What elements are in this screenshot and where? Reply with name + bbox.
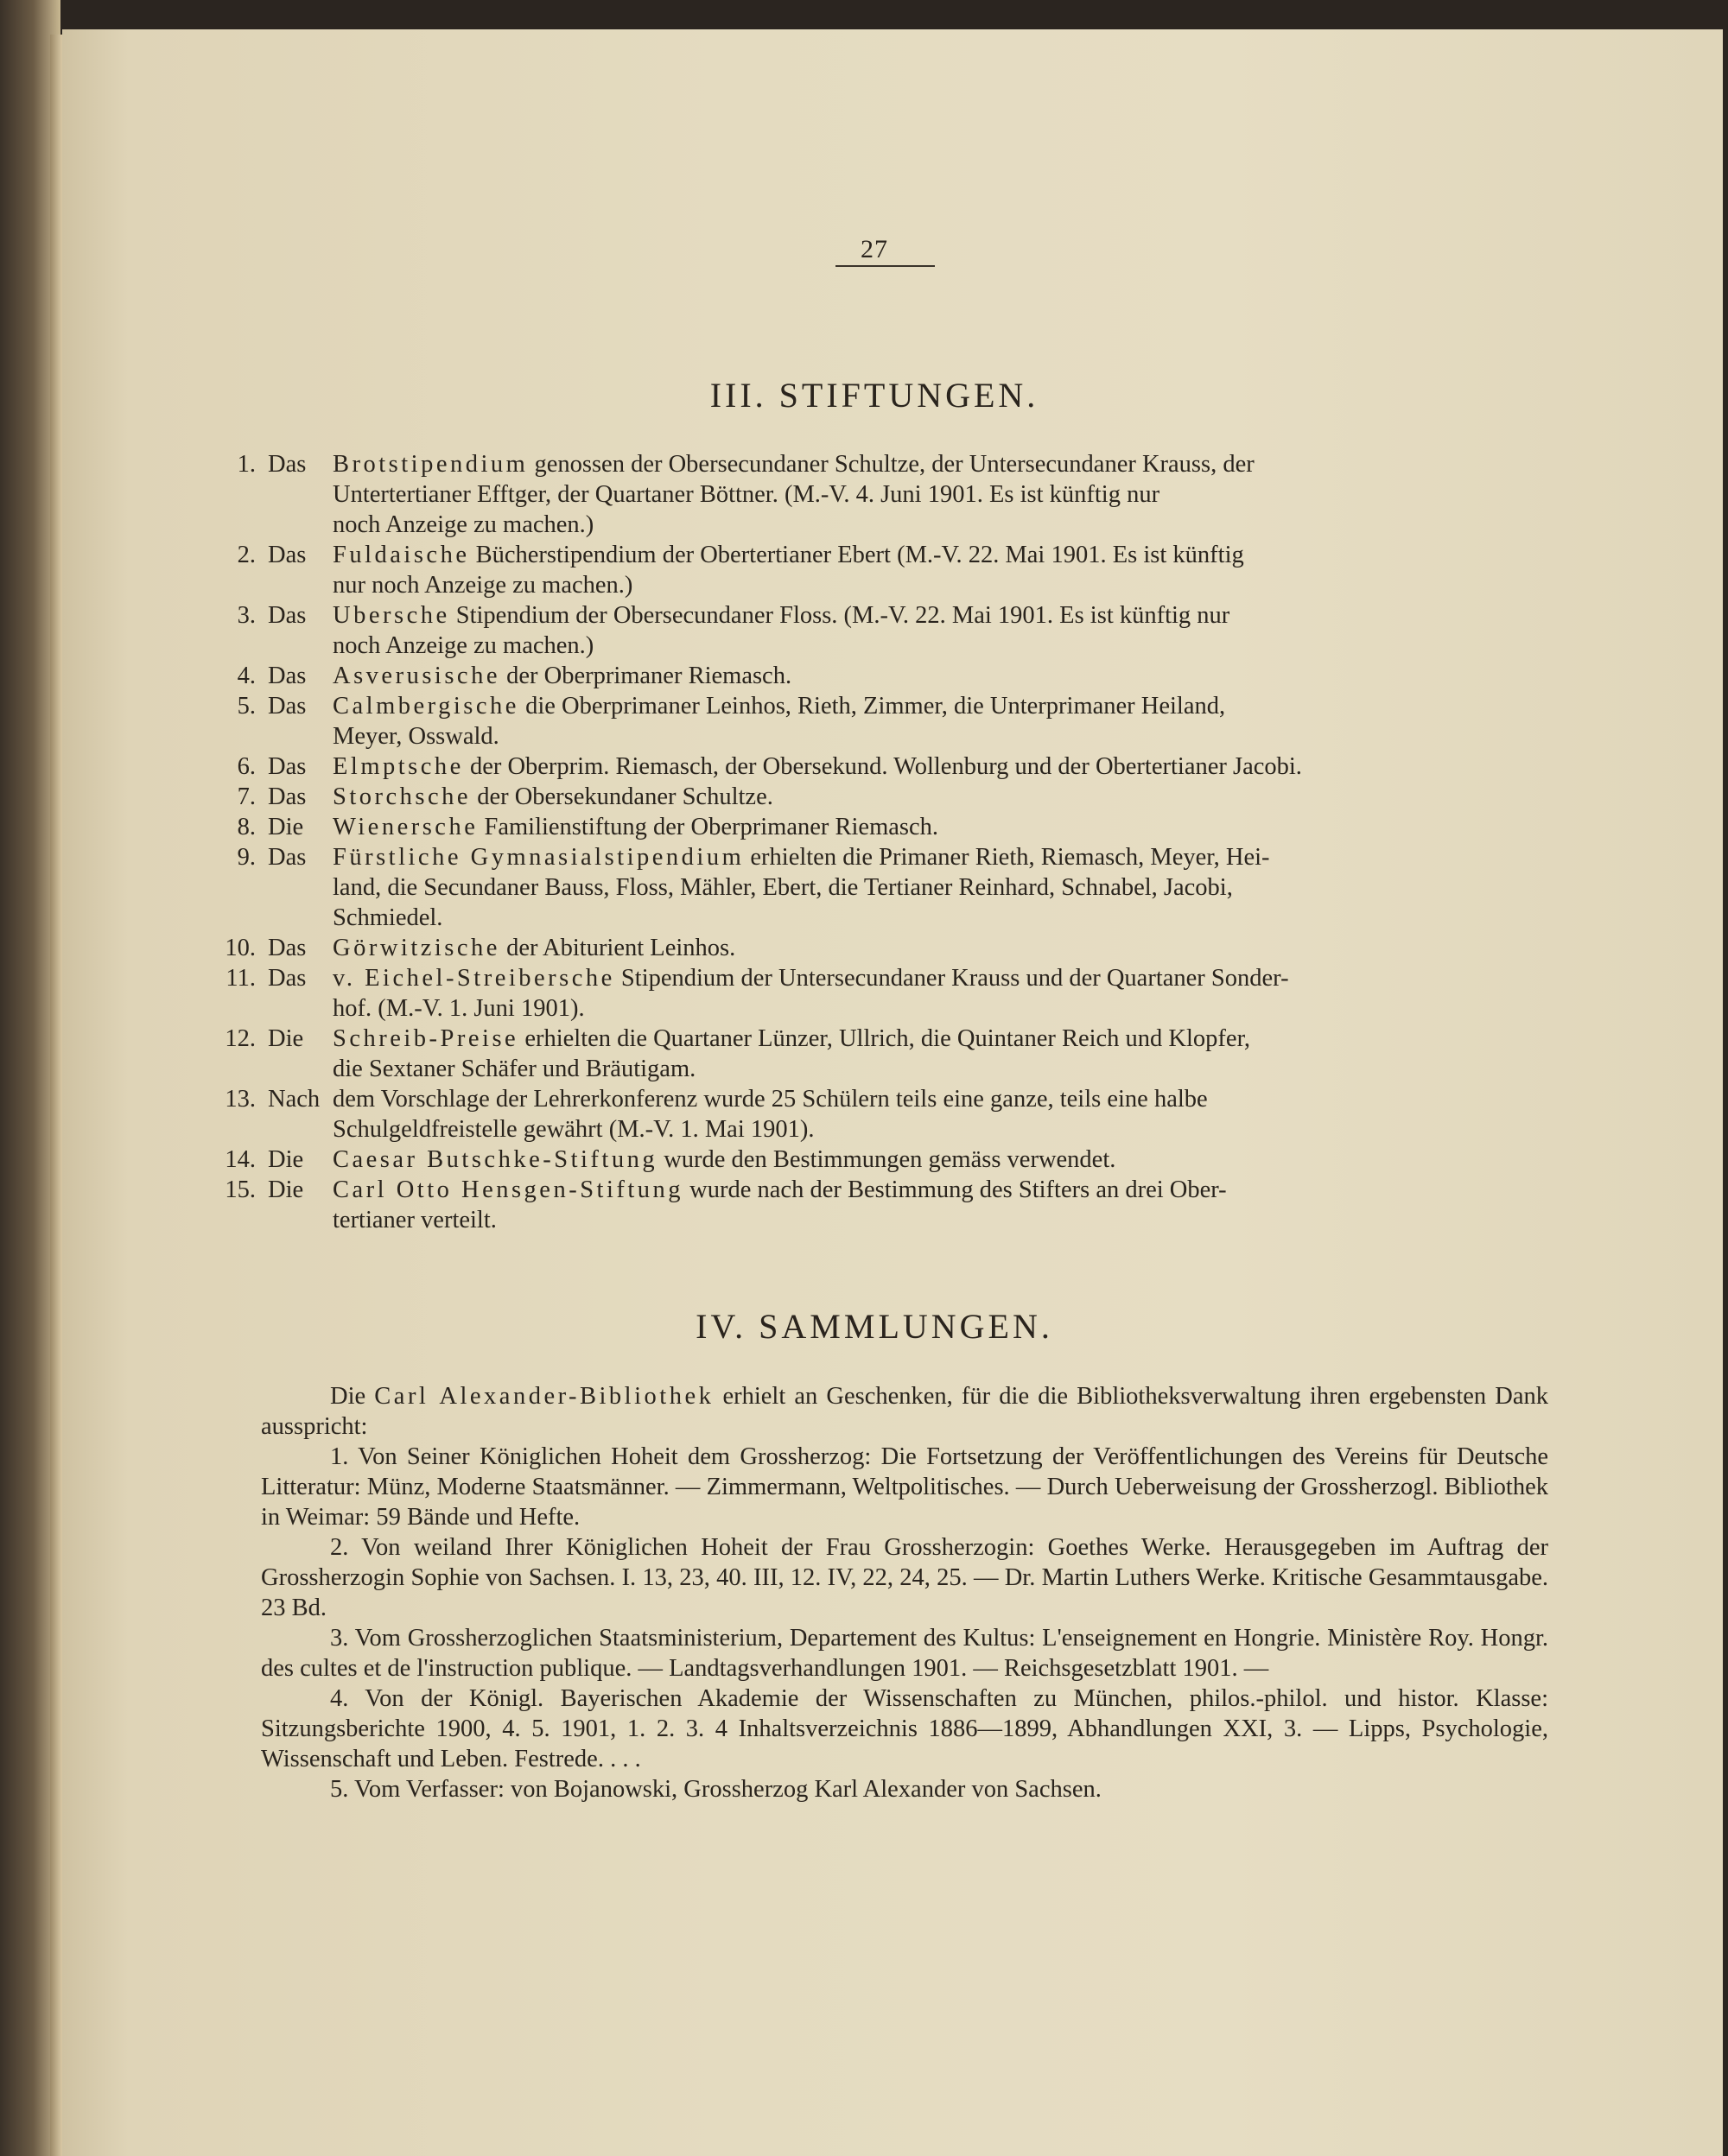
list-item	[192, 540, 1548, 600]
item-number: 10.	[225, 935, 256, 961]
foundation-name: v. Eichel-Streibersche	[333, 965, 615, 992]
item-first-text: der Oberprimaner Riemasch.	[506, 663, 792, 689]
item-text	[268, 691, 1548, 751]
list-item	[192, 1145, 1548, 1175]
item-first-line	[268, 449, 1548, 479]
item-first-line	[268, 1024, 1548, 1054]
list-item	[192, 1024, 1548, 1084]
item-first-text: dem Vorschlage der Lehrerkonferenz wurde 25 Schülern teils eine ganze, teils eine halbe	[333, 1086, 1208, 1113]
item-first-text: Bücherstipendium der Obertertianer Ebert (M.-V. 22. Mai 1901. Es ist künftig	[475, 542, 1244, 568]
item-continuation-line: land, die Secundaner Bauss, Floss, Mähler, Ebert, die Tertianer Reinhard, Schnabel, Jacobi,	[333, 874, 1233, 901]
item-first-line	[268, 842, 1548, 872]
item-first-line	[268, 751, 1548, 782]
item-text	[268, 449, 1548, 540]
item-first-line	[268, 600, 1548, 631]
foundation-name: Caesar Butschke-Stiftung	[333, 1146, 658, 1173]
item-article: Das	[268, 935, 307, 961]
donation-paragraph: 2. Von weiland Ihrer Königlichen Hoheit der Frau Grossherzogin: Goethes Werke. Herausgegeben im Auftrag der Grossherzogin Sophie von Sachsen. I. 13, 23, 40. III, 12. IV, 22, 24, 25. — Dr. Martin Luthers Werke. Kritische Gesammtausgabe. 23 Bd.	[261, 1534, 1548, 1621]
foundation-name: Fuldaische	[333, 542, 470, 568]
foundation-name: Ubersche	[333, 602, 450, 629]
item-number: 3.	[237, 602, 256, 629]
item-article: Das	[268, 602, 307, 629]
foundation-name: Asverusische	[333, 663, 500, 689]
list-item	[192, 1175, 1548, 1235]
item-continuation-line: hof. (M.-V. 1. Juni 1901).	[333, 995, 585, 1022]
item-text	[268, 751, 1548, 782]
item-first-text: erhielten die Primaner Rieth, Riemasch, Meyer, Hei-	[750, 844, 1270, 871]
item-first-line	[268, 1175, 1548, 1205]
item-number: 6.	[237, 753, 256, 780]
intro-post: erhielt an Geschenken, für die die Bibliotheksverwaltung ihren ergebensten Dank ausspricht:	[261, 1383, 1549, 1440]
sammlungen-intro	[261, 1381, 1548, 1442]
item-article: Das	[268, 844, 307, 871]
section-heading-sammlungen: IV. SAMMLUNGEN.	[696, 1307, 1053, 1346]
item-number: 1.	[237, 451, 256, 478]
list-item	[192, 963, 1548, 1024]
item-first-line	[268, 1084, 1548, 1114]
item-continuation-line: die Sextaner Schäfer und Bräutigam.	[333, 1056, 696, 1082]
item-text	[268, 842, 1548, 933]
item-first-text: Stipendium der Untersecundaner Krauss und der Quartaner Sonder-	[620, 965, 1289, 992]
foundation-name: Schreib-Preise	[333, 1025, 519, 1052]
foundation-name: Storchsche	[333, 783, 472, 810]
item-first-text: wurde nach der Bestimmung des Stifters an drei Ober-	[689, 1176, 1227, 1203]
donation-paragraph: 4. Von der Königl. Bayerischen Akademie der Wissenschaften zu München, philos.-philol. und histor. Klasse: Sitzungsberichte 1900, 4. 5. 1901, 1. 2. 3. 4 Inhaltsverzeichnis 1886—1899, Abhandlungen XXI, 3. — Lipps, Psychologie, Wissenschaft und Leben. Festrede. . . .	[261, 1685, 1548, 1772]
item-number: 12.	[225, 1025, 256, 1052]
item-number: 13.	[225, 1086, 256, 1113]
item-text	[268, 600, 1548, 661]
item-number: 7.	[237, 783, 256, 810]
item-first-text: die Oberprimaner Leinhos, Rieth, Zimmer, die Unterprimaner Heiland,	[525, 693, 1226, 720]
item-continuation-line: tertianer verteilt.	[333, 1207, 497, 1233]
item-number: 8.	[237, 814, 256, 840]
library-name: Carl Alexander-Bibliothek	[374, 1383, 715, 1410]
item-first-line	[268, 661, 1548, 691]
foundation-name: Fürstliche Gymnasialstipendium	[333, 844, 745, 871]
list-item	[192, 782, 1548, 812]
item-text	[268, 1024, 1548, 1084]
donation-paragraph: 1. Von Seiner Königlichen Hoheit dem Grossherzog: Die Fortsetzung der Veröffentlichungen des Vereins für Deutsche Litteratur: Münz, Moderne Staatsmänner. — Zimmermann, Weltpolitisches. — Durch Ueberweisung der Grossherzogl. Bibliothek in Weimar: 59 Bände und Hefte.	[261, 1443, 1548, 1531]
list-item	[192, 751, 1548, 782]
item-continuation-line: Untertertianer Efftger, der Quartaner Böttner. (M.-V. 4. Juni 1901. Es ist künftig nur	[333, 481, 1160, 508]
list-item	[192, 600, 1548, 661]
item-first-line	[268, 540, 1548, 570]
item-continuation-line: noch Anzeige zu machen.)	[333, 632, 594, 659]
item-number: 9.	[237, 844, 256, 871]
item-continuation-line: Meyer, Osswald.	[333, 723, 499, 750]
item-article: Das	[268, 965, 307, 992]
list-item	[192, 933, 1548, 963]
item-text	[268, 1145, 1548, 1175]
item-article: Die	[268, 1146, 304, 1173]
foundation-name: Brotstipendium	[333, 451, 529, 478]
page-number: 27	[861, 235, 888, 263]
item-first-text: erhielten die Quartaner Lünzer, Ullrich, die Quintaner Reich und Klopfer,	[524, 1025, 1251, 1052]
intro-pre: Die	[330, 1383, 366, 1410]
foundation-name: Elmptsche	[333, 753, 464, 780]
item-first-line	[268, 1145, 1548, 1175]
item-first-text: Stipendium der Obersecundaner Floss. (M.-V. 22. Mai 1901. Es ist künftig nur	[455, 602, 1230, 629]
item-first-line	[268, 782, 1548, 812]
item-number: 2.	[237, 542, 256, 568]
item-number: 14.	[225, 1146, 256, 1173]
item-number: 15.	[225, 1176, 256, 1203]
item-text	[268, 1084, 1548, 1145]
item-continuation-line: Schulgeldfreistelle gewährt (M.-V. 1. Mai 1901).	[333, 1116, 815, 1143]
donation-paragraph: 5. Vom Verfasser: von Bojanowski, Grossherzog Karl Alexander von Sachsen.	[330, 1776, 1102, 1803]
list-item	[192, 449, 1548, 540]
item-first-line	[268, 691, 1548, 721]
item-article: Das	[268, 693, 307, 720]
list-item	[192, 661, 1548, 691]
item-number: 4.	[237, 663, 256, 689]
item-article: Nach	[268, 1086, 321, 1113]
foundation-name: Wienersche	[333, 814, 479, 840]
item-first-text: der Obersekundaner Schultze.	[477, 783, 773, 810]
item-article: Das	[268, 451, 307, 478]
page-number-rule	[835, 265, 935, 267]
item-article: Das	[268, 663, 307, 689]
list-item	[192, 842, 1548, 933]
list-item	[192, 691, 1548, 751]
item-first-line	[268, 933, 1548, 963]
item-text	[268, 1175, 1548, 1235]
book-page	[62, 29, 1723, 2156]
foundation-name: Görwitzische	[333, 935, 500, 961]
item-continuation-line: noch Anzeige zu machen.)	[333, 511, 594, 538]
item-continuation-line: nur noch Anzeige zu machen.)	[333, 572, 633, 599]
item-number: 11.	[226, 965, 256, 992]
item-first-text: Familienstiftung der Oberprimaner Riemasch.	[484, 814, 939, 840]
list-item	[192, 1084, 1548, 1145]
item-text	[268, 933, 1548, 963]
item-first-text: der Abiturient Leinhos.	[506, 935, 736, 961]
item-continuation-line: Schmiedel.	[333, 904, 443, 931]
item-first-line	[268, 812, 1548, 842]
item-article: Die	[268, 1025, 304, 1052]
section-heading-stiftungen: III. STIFTUNGEN.	[709, 376, 1039, 415]
donation-paragraph: 3. Vom Grossherzoglichen Staatsministerium, Departement des Kultus: L'enseignement en Hongrie. Ministère Roy. Hongr. des cultes et de l'instruction publique. — Landtagsverhandlungen 1901. — Reichsgesetzblatt 1901. —	[261, 1625, 1548, 1682]
item-article: Die	[268, 1176, 304, 1203]
item-text	[268, 782, 1548, 812]
item-first-line	[268, 963, 1548, 993]
foundation-name: Calmbergische	[333, 693, 519, 720]
stiftungen-list	[192, 449, 1548, 1235]
item-first-text: der Oberprim. Riemasch, der Obersekund. Wollenburg und der Obertertianer Jacobi.	[469, 753, 1302, 780]
item-article: Die	[268, 814, 304, 840]
page-edge	[50, 35, 62, 2156]
item-text	[268, 812, 1548, 842]
item-text	[268, 540, 1548, 600]
item-first-text: genossen der Obersecundaner Schultze, der Untersecundaner Krauss, der	[534, 451, 1255, 478]
item-article: Das	[268, 753, 307, 780]
list-item	[192, 812, 1548, 842]
item-article: Das	[268, 542, 307, 568]
item-text	[268, 963, 1548, 1024]
sammlungen-text	[261, 1381, 1548, 1804]
item-first-text: wurde den Bestimmungen gemäss verwendet.	[664, 1146, 1116, 1173]
item-text	[268, 661, 1548, 691]
item-article: Das	[268, 783, 307, 810]
foundation-name: Carl Otto Hensgen-Stiftung	[333, 1176, 684, 1203]
item-number: 5.	[237, 693, 256, 720]
